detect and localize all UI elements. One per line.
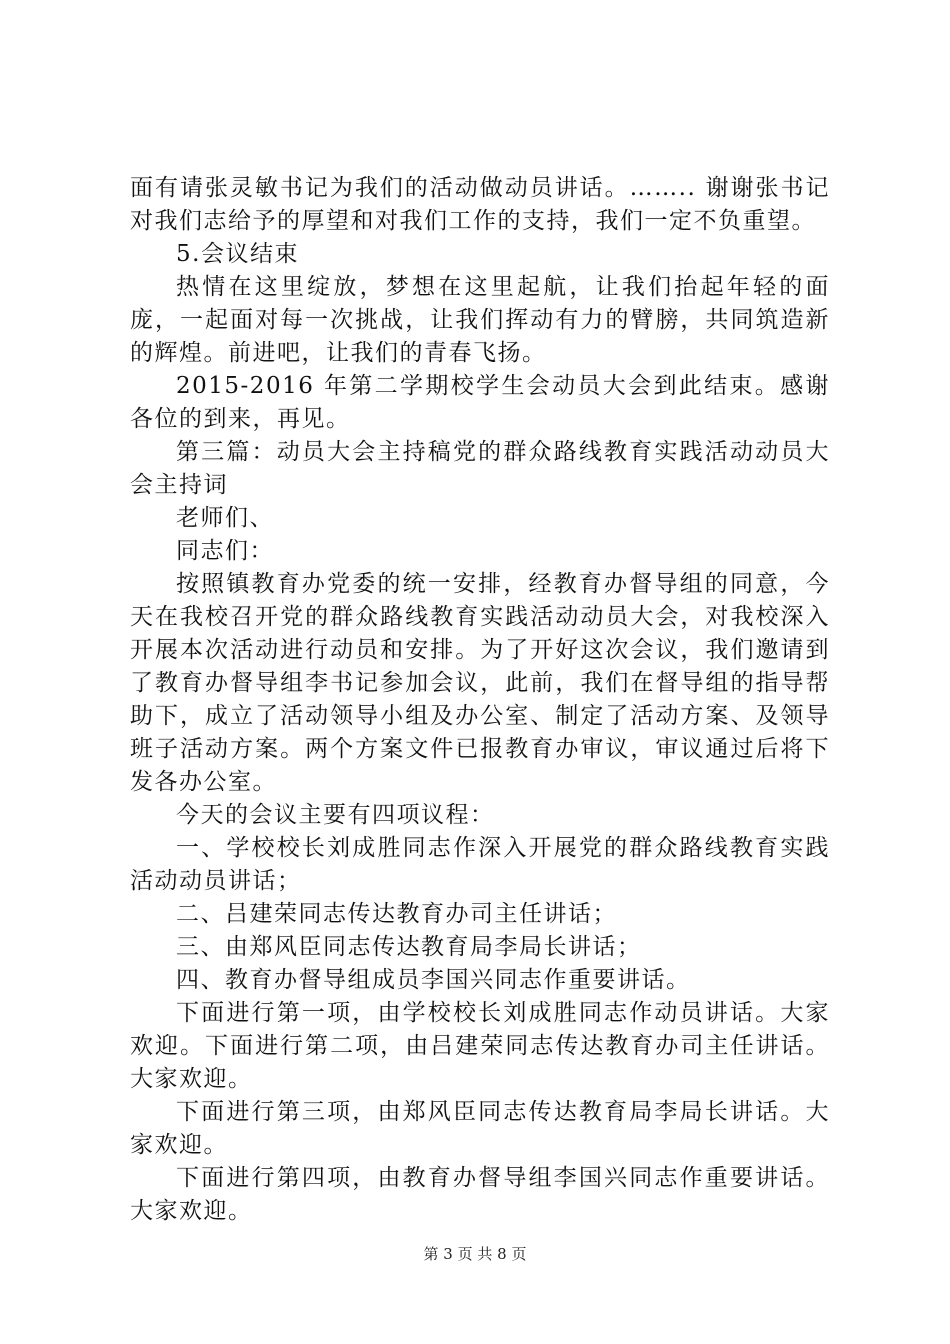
paragraph: 下面进行第三项，由郑风臣同志传达教育局李局长讲话。大家欢迎。 xyxy=(130,1099,830,1158)
agenda-item: 二、吕建荣同志传达教育办司主任讲话； xyxy=(176,901,617,927)
agenda-item: 三、由郑风臣同志传达教育局李局长讲话； xyxy=(176,934,642,960)
article-title: 第三篇：动员大会主持稿党的群众路线教育实践活动动员大会主持词 xyxy=(130,439,830,498)
paragraph-continuation: 面有请张灵敏书记为我们的活动做动员讲话。…….. 谢谢张书记对我们志给予的厚望和对我们工作的支持，我们一定不负重望。 xyxy=(130,175,830,234)
salutation: 老师们、 xyxy=(176,505,274,531)
paragraph: 下面进行第四项，由教育办督导组李国兴同志作重要讲话。大家欢迎。 xyxy=(130,1165,830,1224)
agenda-item: 一、学校校长刘成胜同志作深入开展党的群众路线教育实践活动动员讲话； xyxy=(130,835,830,894)
paragraph: 2015-2016 年第二学期校学生会动员大会到此结束。感谢各位的到来，再见。 xyxy=(130,373,830,432)
agenda-item: 四、教育办督导组成员李国兴同志作重要讲话。 xyxy=(176,967,691,993)
paragraph: 今天的会议主要有四项议程： xyxy=(176,802,495,828)
paragraph: 按照镇教育办党委的统一安排，经教育办督导组的同意，今天在我校召开党的群众路线教育实践活动动员大会，对我校深入开展本次活动进行动员和安排。为了开好这次会议，我们邀请到了教育办督导组李书记参加会议，此前，我们在督导组的指导帮助下，成立了活动领导小组及办公室、制定了活动方案、及领导班子活动方案。两个方案文件已报教育办审议，审议通过后将下发各办公室。 xyxy=(130,571,830,795)
document-body xyxy=(130,172,830,1228)
salutation: 同志们： xyxy=(176,538,274,564)
page-number-footer: 第 3 页 共 8 页 xyxy=(423,1245,527,1263)
section-heading-meeting-end: 5.会议结束 xyxy=(176,241,299,267)
paragraph: 下面进行第一项，由学校校长刘成胜同志作动员讲话。大家欢迎。下面进行第二项，由吕建荣同志传达教育办司主任讲话。大家欢迎。 xyxy=(130,1000,830,1092)
paragraph: 热情在这里绽放，梦想在这里起航，让我们抬起年轻的面庞，一起面对每一次挑战，让我们挥动有力的臂膀，共同筑造新的辉煌。前进吧，让我们的青春飞扬。 xyxy=(130,274,830,366)
